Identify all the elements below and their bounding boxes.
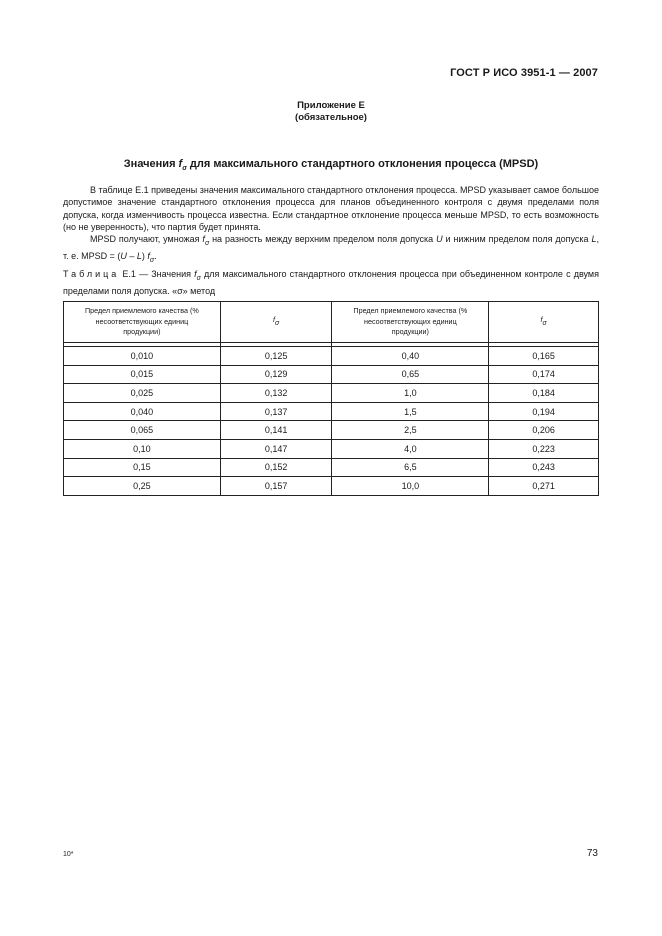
fsigma-value-1: 0,132 bbox=[220, 384, 332, 403]
table-caption-number: Е.1 — Значения bbox=[119, 269, 195, 279]
aql-value-1: 0,10 bbox=[64, 439, 221, 458]
fsigma-value-2: 0,206 bbox=[489, 421, 599, 440]
header-aql-1 bbox=[64, 302, 221, 343]
table-caption-f: f bbox=[194, 269, 197, 279]
p2-h: . bbox=[154, 251, 157, 262]
section-title-post: для максимального стандартного отклонения процесса (MPSD) bbox=[186, 158, 539, 170]
p2-f2sub: σ bbox=[149, 257, 155, 265]
annex-title: Приложение Е bbox=[297, 100, 365, 111]
table-row bbox=[64, 477, 599, 496]
header-aql-2-text: Предел приемлемого качества (% несоответствующих единиц продукции) bbox=[353, 306, 468, 337]
table-row bbox=[64, 384, 599, 403]
aql-value-1: 0,025 bbox=[64, 384, 221, 403]
table-row bbox=[64, 347, 599, 366]
p2-U: U bbox=[436, 234, 443, 244]
p2-f2: f bbox=[147, 251, 150, 262]
section-title bbox=[0, 158, 662, 172]
fsigma-value-2: 0,194 bbox=[489, 402, 599, 421]
aql-value-1: 0,015 bbox=[64, 365, 221, 384]
fsigma-value-2: 0,165 bbox=[489, 347, 599, 366]
header-aql-1-text: Предел приемлемого качества (% несоответствующих единиц продукции) bbox=[84, 306, 199, 337]
header-fsigma-1 bbox=[220, 302, 332, 343]
fsigma-value-2: 0,184 bbox=[489, 384, 599, 403]
p2-e: U – L bbox=[120, 251, 142, 262]
fsigma-value-1: 0,141 bbox=[220, 421, 332, 440]
aql-value-2: 0,65 bbox=[332, 365, 489, 384]
section-title-symbol-sub: σ bbox=[182, 165, 187, 172]
header-f2: f bbox=[540, 314, 543, 324]
header-f1-sub: σ bbox=[275, 319, 280, 327]
footer-mark: 10* bbox=[63, 851, 74, 858]
aql-value-1: 0,010 bbox=[64, 347, 221, 366]
aql-value-1: 0,25 bbox=[64, 477, 221, 496]
page-number: 73 bbox=[586, 848, 598, 859]
aql-value-2: 2,5 bbox=[332, 421, 489, 440]
paragraph-intro bbox=[63, 184, 599, 233]
aql-value-2: 4,0 bbox=[332, 439, 489, 458]
aql-value-1: 0,040 bbox=[64, 402, 221, 421]
annex-status: (обязательное) bbox=[295, 112, 367, 123]
fsigma-value-1: 0,157 bbox=[220, 477, 332, 496]
table-row bbox=[64, 365, 599, 384]
table-row bbox=[64, 439, 599, 458]
fsigma-table bbox=[63, 301, 599, 496]
fsigma-value-1: 0,147 bbox=[220, 439, 332, 458]
p2-c: и нижним пределом поля допуска bbox=[442, 234, 592, 244]
table-row bbox=[64, 402, 599, 421]
header-f1: f bbox=[273, 314, 275, 324]
p2-fsub: σ bbox=[204, 240, 210, 247]
p2-d: , т. е. MPSD = ( bbox=[63, 234, 600, 262]
aql-value-2: 6,5 bbox=[332, 458, 489, 477]
fsigma-value-1: 0,137 bbox=[220, 402, 332, 421]
aql-value-2: 1,0 bbox=[332, 384, 489, 403]
p2-f: f bbox=[202, 234, 205, 244]
paragraph-formula bbox=[63, 233, 599, 268]
section-title-symbol: f bbox=[178, 158, 183, 170]
aql-value-2: 0,40 bbox=[332, 347, 489, 366]
p2-g: ) bbox=[141, 251, 148, 262]
table-header-row bbox=[64, 302, 599, 343]
document-code: ГОСТ Р ИСО 3951-1 — 2007 bbox=[450, 67, 598, 79]
aql-value-1: 0,15 bbox=[64, 458, 221, 477]
table-caption bbox=[63, 268, 599, 298]
table-caption-label: Таблица bbox=[63, 269, 120, 279]
table-row bbox=[64, 421, 599, 440]
aql-value-2: 10,0 bbox=[332, 477, 489, 496]
fsigma-value-2: 0,223 bbox=[489, 439, 599, 458]
fsigma-value-2: 0,174 bbox=[489, 365, 599, 384]
fsigma-value-1: 0,125 bbox=[220, 347, 332, 366]
aql-value-2: 1,5 bbox=[332, 402, 489, 421]
aql-value-1: 0,065 bbox=[64, 421, 221, 440]
table-row bbox=[64, 458, 599, 477]
fsigma-value-2: 0,243 bbox=[489, 458, 599, 477]
annex-heading bbox=[0, 100, 662, 124]
fsigma-value-1: 0,152 bbox=[220, 458, 332, 477]
p2-L: L bbox=[591, 234, 597, 244]
paragraph-intro-text: В таблице Е.1 приведены значения максимального стандартного отклонения процесса. MPSD указывает самое большое допустимое значение стандартного отклонения процесса для планов объединенного контроля с двумя пределами поля допуска, когда изменчивость процесса известна. Если стандартное отклонение процесса меньше MPSD, то есть возможность (но не уверенность), что партия будет принята. bbox=[63, 185, 600, 232]
section-title-pre: Значения bbox=[123, 158, 179, 170]
p2-a: MPSD получают, умножая bbox=[90, 234, 203, 244]
header-aql-2 bbox=[332, 302, 489, 343]
fsigma-value-1: 0,129 bbox=[220, 365, 332, 384]
table-caption-rest: для максимального стандартного отклонения процесса при объединенном контроле с двумя пределами поля допуска. «σ» метод bbox=[63, 269, 599, 297]
fsigma-value-2: 0,271 bbox=[489, 477, 599, 496]
header-f2-sub: σ bbox=[542, 319, 547, 327]
p2-b: на разность между верхним пределом поля допуска bbox=[209, 234, 437, 244]
table-caption-fsub: σ bbox=[196, 275, 201, 282]
header-fsigma-2 bbox=[489, 302, 599, 343]
